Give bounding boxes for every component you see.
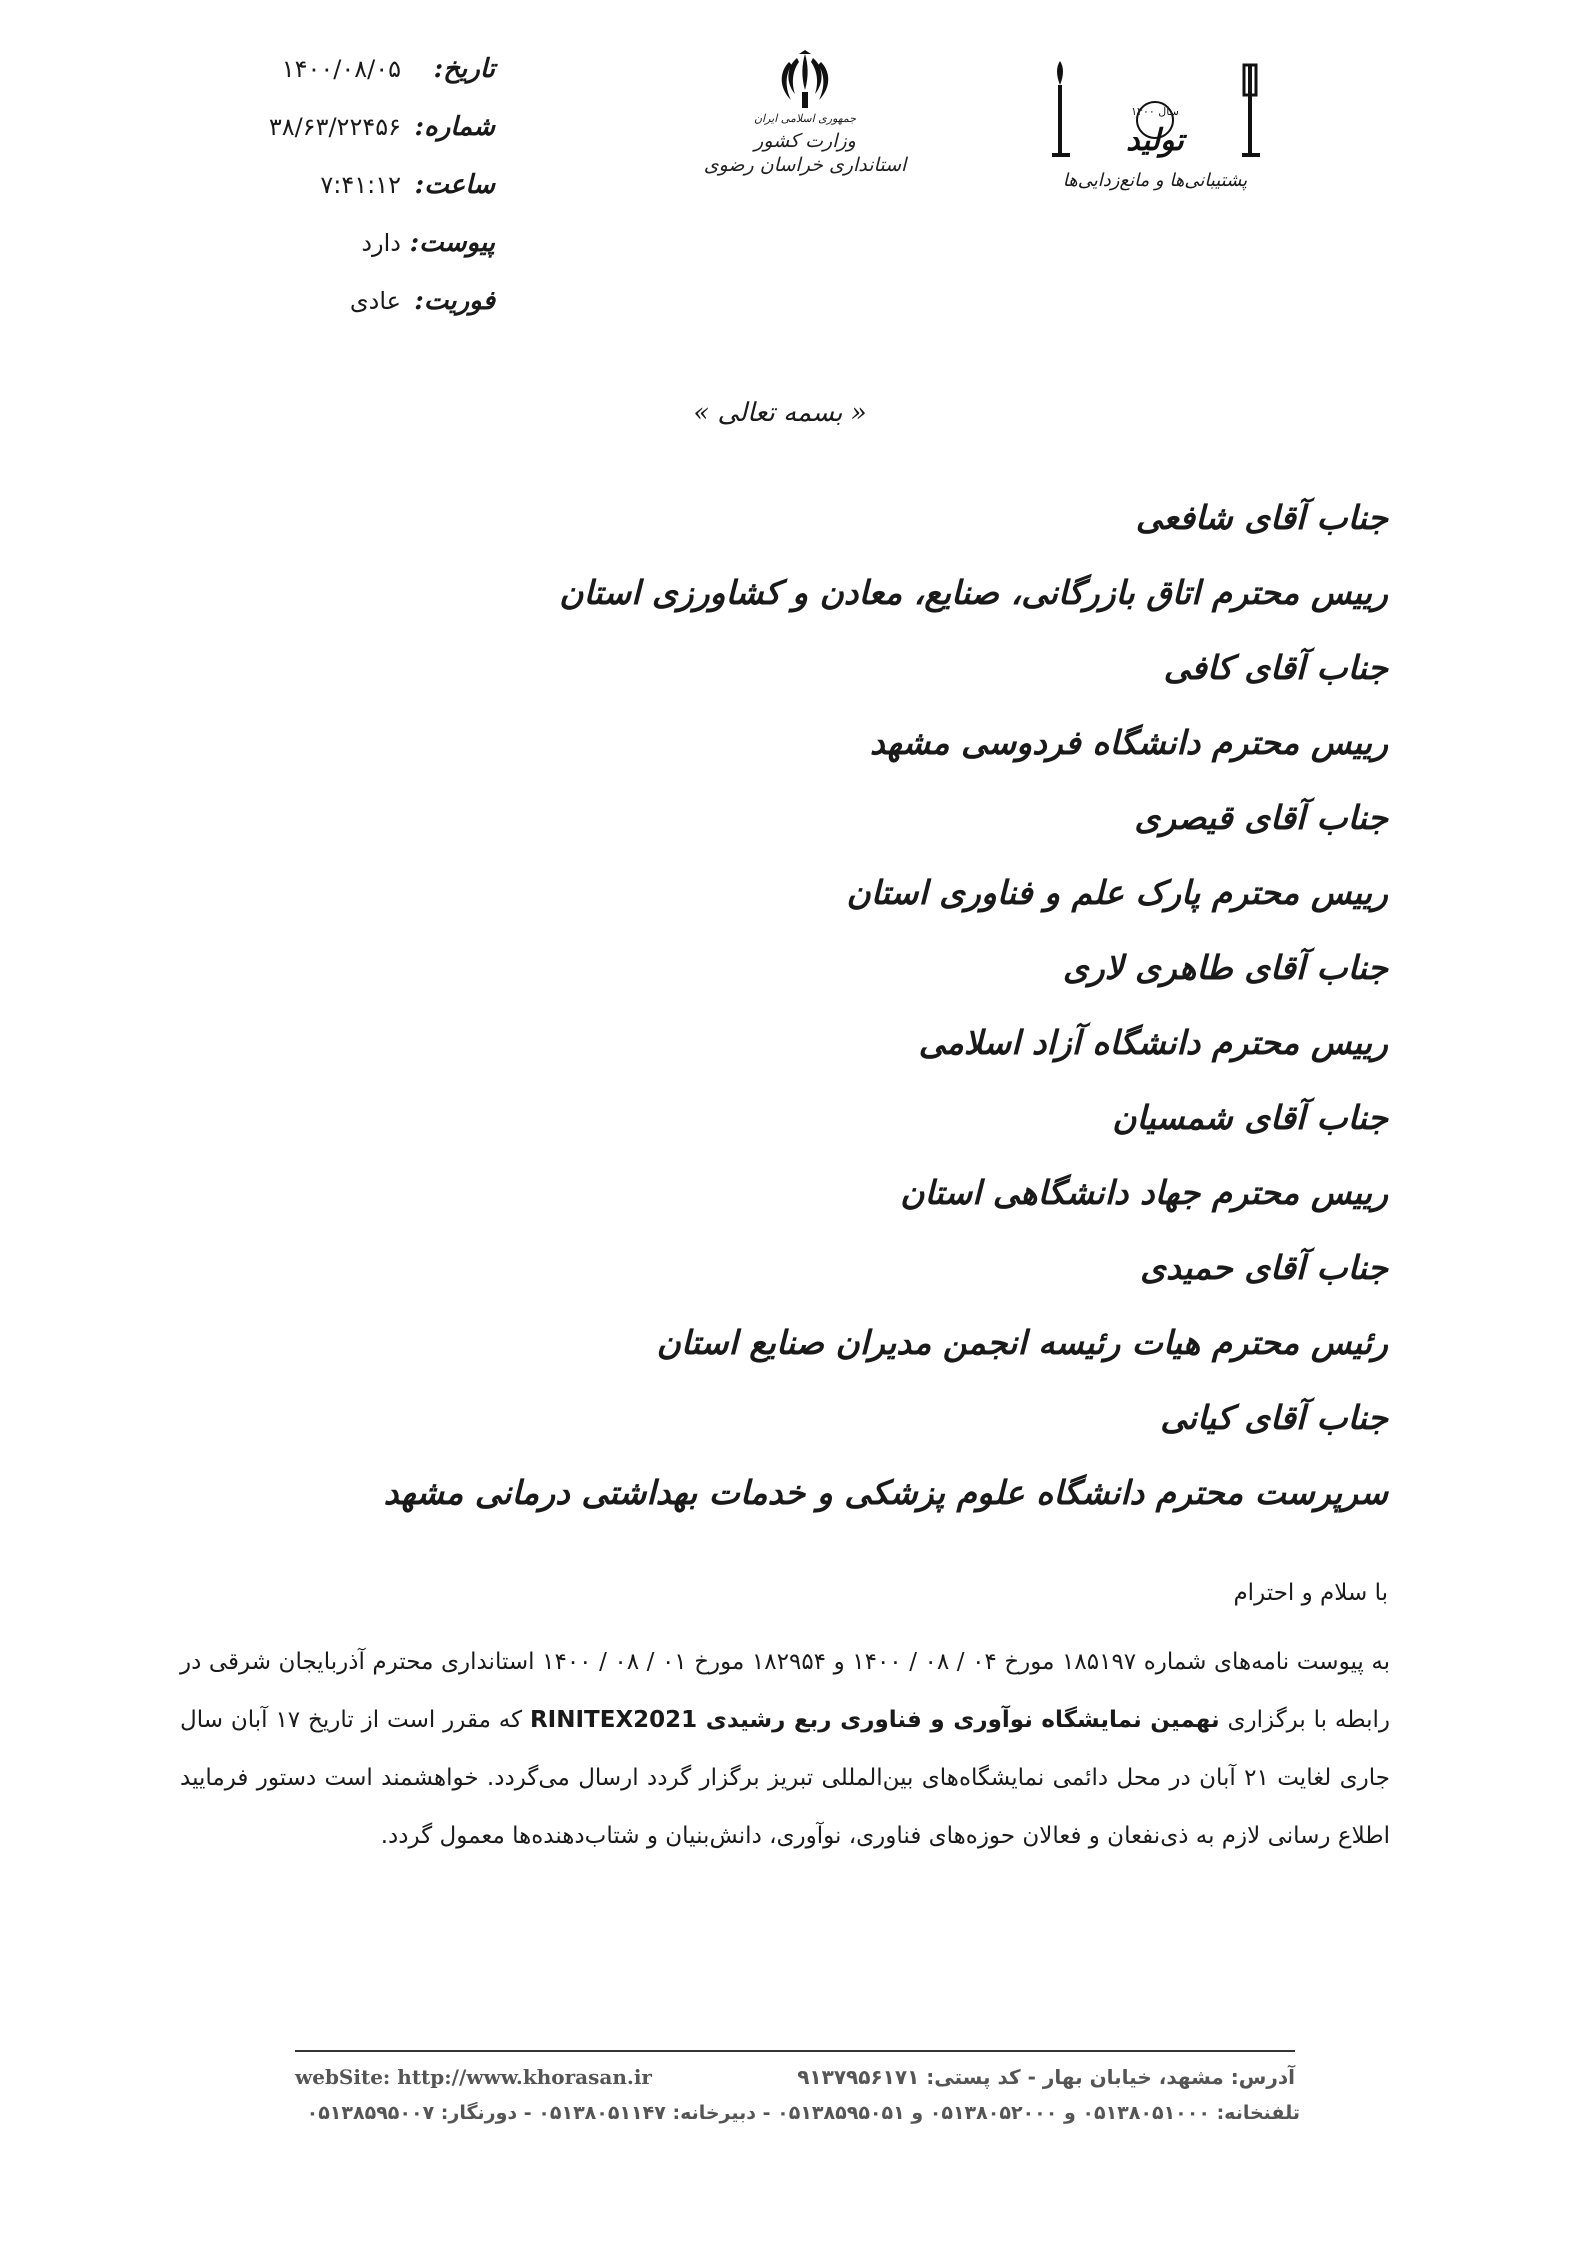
meta-number-row — [225, 98, 495, 156]
meta-priority-row — [225, 272, 495, 330]
footer-phones: تلفنخانه: ۰۵۱۳۸۰۵۱۰۰۰ و ۰۵۱۳۸۰۵۲۰۰۰ و ۰۵۱۳۸۵۹۵۰۵۱ - دبیرخانه: ۰۵۱۳۸۰۵۱۱۴۷ - دورنگار: ۰۵۱۳۸۵۹۵۰۰۷ — [306, 2102, 1300, 2124]
meta-date-label: تاریخ: — [433, 54, 495, 84]
recipient-line: جناب آقای شافعی — [1135, 498, 1388, 537]
government-emblem — [690, 50, 920, 177]
recipient-line: جناب آقای کیانی — [1160, 1398, 1388, 1437]
logo-main-text: تولید — [1126, 123, 1184, 158]
footer-address: آدرس: مشهد، خیابان بهار - کد پستی: ۹۱۳۷۹۵۶۱۷۱ — [797, 2065, 1295, 2089]
meta-priority-label: فوریت: — [414, 286, 495, 316]
footer-website[interactable]: webSite: http://www.khorasan.ir — [295, 2065, 652, 2089]
letter-body — [180, 1633, 1390, 1865]
emblem-ministry: وزارت کشور — [754, 129, 856, 152]
recipient-line: جناب آقای کافی — [1163, 648, 1388, 687]
recipient-line: رییس محترم دانشگاه آزاد اسلامی — [918, 1023, 1388, 1062]
body-part-2: که مقرر است از تاریخ ۱۷ آبان سال جاری لغایت ۲۱ آبان در محل دائمی نمایشگاه‌های بین‌المللی تبریز برگزار گردد ارسال می‌گردد. خواهشمند است دستور فرمایید اطلاع رسانی لازم به ذی‌نفعان و فعالان حوزه‌های فناوری، نوآوری، دانش‌بنیان و شتاب‌دهنده‌ها معمول گردد. — [180, 1707, 1390, 1849]
meta-date-value: ۱۴۰۰/۰۸/۰۵ — [281, 55, 401, 83]
meta-number-label: شماره: — [414, 112, 495, 142]
recipient-line: رئیس محترم هیات رئیسه انجمن مدیران صنایع استان — [656, 1323, 1388, 1362]
basmala: « بسمه تعالی » — [693, 398, 867, 428]
body-part-1: به پیوست نامه‌های شماره ۱۸۵۱۹۷ مورخ ۰۴ / ۰۸ / ۱۴۰۰ و ۱۸۲۹۵۴ مورخ ۰۱ / ۰۸ / ۱۴۰۰ استانداری محترم آذربایجان شرقی در رابطه با برگزاری — [180, 1649, 1391, 1733]
meta-priority-value: عادی — [349, 287, 401, 315]
meta-time-value: ۷:۴۱:۱۲ — [320, 171, 401, 199]
body-event-name: نهمین نمایشگاه نوآوری و فناوری ربع رشیدی RINITEX2021 — [529, 1707, 1220, 1733]
recipient-line: رییس محترم پارک علم و فناوری استان — [846, 873, 1388, 912]
recipient-line: رییس محترم اتاق بازرگانی، صنایع، معادن و کشاورزی استان — [559, 573, 1388, 612]
recipient-line: جناب آقای حمیدی — [1140, 1248, 1388, 1287]
recipient-line: جناب آقای قیصری — [1134, 798, 1388, 837]
year-slogan-logo — [1030, 45, 1280, 215]
footer-row-1 — [295, 2060, 1295, 2094]
footer-divider — [295, 2050, 1295, 2052]
iran-emblem-icon — [775, 50, 835, 112]
logo-tagline: پشتیبانی‌ها و مانع‌زدایی‌ها — [1062, 170, 1248, 191]
emblem-office: استانداری خراسان رضوی — [703, 153, 907, 176]
meta-attachment-row — [225, 214, 495, 272]
letter-meta — [225, 40, 495, 330]
recipient-line: جناب آقای شمسیان — [1112, 1098, 1388, 1137]
meta-time-row — [225, 156, 495, 214]
recipient-line: رییس محترم دانشگاه فردوسی مشهد — [869, 723, 1388, 762]
recipient-line: سرپرست محترم دانشگاه علوم پزشکی و خدمات بهداشتی درمانی مشهد — [383, 1473, 1388, 1512]
recipient-line: رییس محترم جهاد دانشگاهی استان — [900, 1173, 1388, 1212]
greeting: با سلام و احترام — [1233, 1580, 1388, 1606]
recipient-line: جناب آقای طاهری لاری — [1062, 948, 1388, 987]
meta-attachment-value: دارد — [361, 229, 401, 257]
meta-time-label: ساعت: — [414, 170, 495, 200]
meta-number-value: ۳۸/۶۳/۲۲۴۵۶ — [268, 113, 401, 141]
emblem-subtitle: جمهوری اسلامی ایران — [753, 112, 857, 125]
recipients-list — [288, 480, 1388, 1530]
meta-attachment-label: پیوست: — [409, 228, 495, 258]
logo-year: سال ۱۴۰۰ — [1131, 105, 1179, 118]
meta-date-row — [225, 40, 495, 98]
